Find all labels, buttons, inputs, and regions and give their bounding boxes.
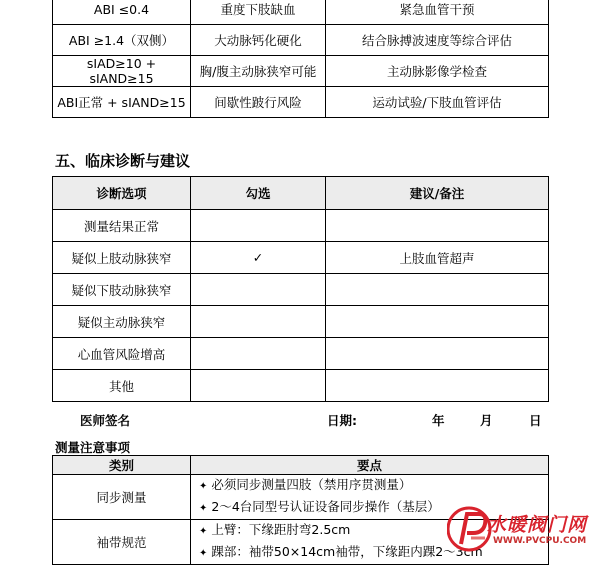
- table-header-row: [53, 177, 549, 210]
- column-header-note: 建议/备注: [326, 177, 549, 210]
- threshold-action: 运动试验/下肢血管评估: [326, 87, 549, 118]
- threshold-meaning: 大动脉钙化硬化: [191, 25, 326, 56]
- diamond-bullet-icon: ✦: [199, 548, 208, 559]
- day-label: 日: [529, 413, 542, 428]
- table-row: [53, 242, 549, 274]
- column-header-points: 要点: [191, 456, 549, 475]
- notes-title: 测量注意事项: [55, 440, 131, 455]
- table-row: [53, 87, 549, 118]
- table-row: [53, 56, 549, 87]
- table-row: [53, 338, 549, 370]
- threshold-table: [52, 0, 549, 118]
- table-row: [53, 274, 549, 306]
- threshold-meaning: 间歇性跛行风险: [191, 87, 326, 118]
- doctor-signature-label: 医师签名: [80, 413, 131, 428]
- diagnosis-checkbox[interactable]: [191, 370, 326, 402]
- diagnosis-option: 心血管风险增高: [53, 338, 191, 370]
- table-row: [53, 210, 549, 242]
- diagnosis-note[interactable]: 上肢血管超声: [326, 242, 549, 274]
- diamond-bullet-icon: ✦: [199, 503, 208, 514]
- threshold-meaning: 胸/腹主动脉狭窄可能: [191, 56, 326, 87]
- signature-row: [0, 411, 600, 429]
- diamond-bullet-icon: ✦: [199, 526, 208, 537]
- diamond-bullet-icon: ✦: [199, 481, 208, 492]
- threshold-action: 主动脉影像学检查: [326, 56, 549, 87]
- year-label: 年: [432, 413, 445, 428]
- table-row: [53, 306, 549, 338]
- bullet-text: 上臂：下缘距肘弯2.5cm: [211, 522, 351, 537]
- diagnosis-note[interactable]: [326, 306, 549, 338]
- diagnosis-note[interactable]: [326, 274, 549, 306]
- diagnosis-option: 疑似上肢动脉狭窄: [53, 242, 191, 274]
- diagnosis-checkbox[interactable]: ✓: [191, 242, 326, 274]
- diagnosis-table: [52, 176, 549, 402]
- month-label: 月: [480, 413, 493, 428]
- diagnosis-checkbox[interactable]: [191, 306, 326, 338]
- threshold-condition: ABI ≥1.4（双侧）: [53, 25, 191, 56]
- threshold-action: 紧急血管干预: [326, 0, 549, 25]
- notes-category: 同步测量: [53, 475, 191, 520]
- bullet-text: 踝部：袖带50×14cm袖带，下缘距内踝2～3cm: [211, 544, 483, 559]
- diagnosis-option: 测量结果正常: [53, 210, 191, 242]
- diagnosis-checkbox[interactable]: [191, 210, 326, 242]
- table-row: [53, 25, 549, 56]
- date-label: 日期:: [327, 413, 357, 428]
- threshold-condition: ABI正常 + sIAND≥15: [53, 87, 191, 118]
- diagnosis-note[interactable]: [326, 338, 549, 370]
- diagnosis-option: 其他: [53, 370, 191, 402]
- table-row: [53, 0, 549, 25]
- column-header-category: 类别: [53, 456, 191, 475]
- watermark-text: 水暖阀门网: [487, 514, 588, 536]
- table-header-row: [53, 456, 549, 475]
- column-header-check: 勾选: [191, 177, 326, 210]
- bullet-text: 2～4台同型号认证设备同步操作（基层）: [211, 499, 440, 514]
- watermark-url: WWW.PVCPU.COM: [493, 536, 587, 546]
- diagnosis-option: 疑似下肢动脉狭窄: [53, 274, 191, 306]
- column-header-option: 诊断选项: [53, 177, 191, 210]
- notes-category: 袖带规范: [53, 520, 191, 565]
- diagnosis-note[interactable]: [326, 210, 549, 242]
- diagnosis-checkbox[interactable]: [191, 338, 326, 370]
- bullet-item: [199, 475, 548, 497]
- watermark: [447, 502, 600, 556]
- diagnosis-option: 疑似主动脉狭窄: [53, 306, 191, 338]
- table-row: [53, 370, 549, 402]
- diagnosis-checkbox[interactable]: [191, 274, 326, 306]
- threshold-action: 结合脉搏波速度等综合评估: [326, 25, 549, 56]
- diagnosis-note[interactable]: [326, 370, 549, 402]
- threshold-condition: sIAD≥10 + sIAND≥15: [53, 56, 191, 87]
- threshold-meaning: 重度下肢缺血: [191, 0, 326, 25]
- threshold-condition: ABI ≤0.4: [53, 0, 191, 25]
- section-title: 五、临床诊断与建议: [55, 152, 191, 170]
- bullet-text: 必须同步测量四肢（禁用序贯测量）: [211, 477, 412, 492]
